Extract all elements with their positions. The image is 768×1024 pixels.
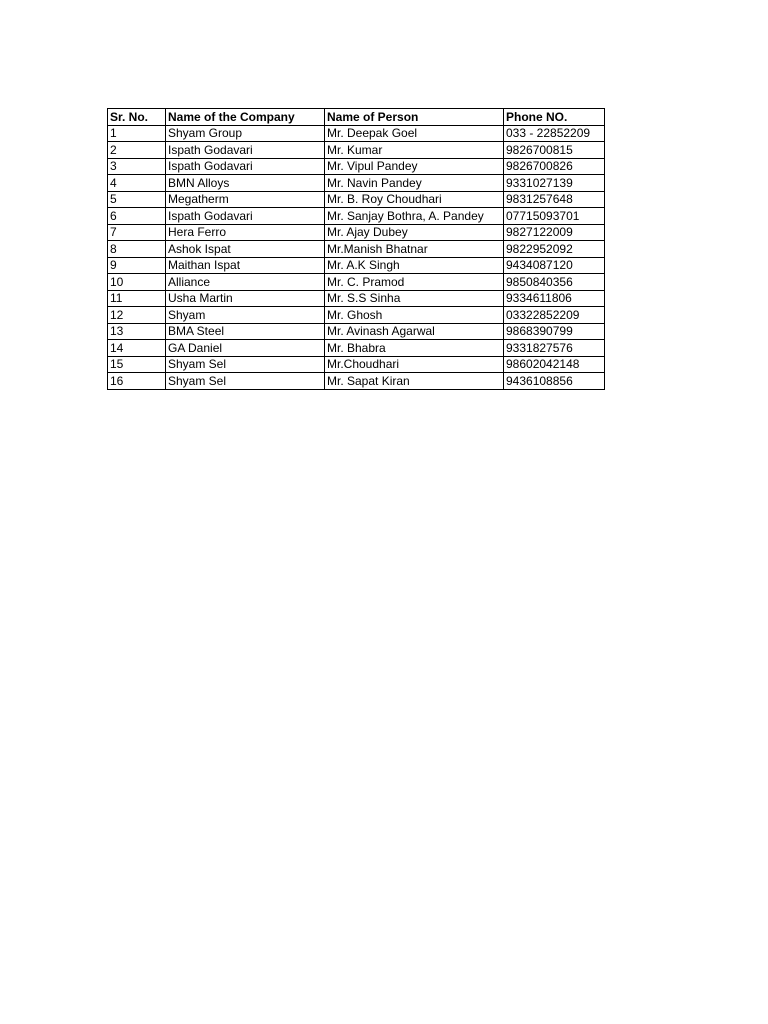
table-row (108, 125, 605, 142)
header-sr-no: Sr. No. (108, 109, 166, 126)
cell-person: Mr. Sanjay Bothra, A. Pandey (325, 208, 504, 225)
cell-person: Mr. Navin Pandey (325, 175, 504, 192)
cell-phone: 98602042148 (504, 356, 605, 373)
cell-company: Shyam Sel (166, 356, 325, 373)
cell-phone: 9850840356 (504, 274, 605, 291)
cell-company: Shyam Sel (166, 373, 325, 390)
table-row (108, 274, 605, 291)
cell-person: Mr.Choudhari (325, 356, 504, 373)
cell-person: Mr. S.S Sinha (325, 290, 504, 307)
cell-company: Shyam (166, 307, 325, 324)
cell-phone: 9827122009 (504, 224, 605, 241)
cell-sr-no: 13 (108, 323, 166, 340)
table-row (108, 323, 605, 340)
cell-sr-no: 12 (108, 307, 166, 324)
cell-company: Maithan Ispat (166, 257, 325, 274)
cell-phone: 9434087120 (504, 257, 605, 274)
contacts-table (107, 108, 605, 390)
table-body (108, 125, 605, 389)
cell-person: Mr. Ajay Dubey (325, 224, 504, 241)
cell-sr-no: 2 (108, 142, 166, 159)
cell-person: Mr.Manish Bhatnar (325, 241, 504, 258)
table-row (108, 158, 605, 175)
cell-person: Mr. B. Roy Choudhari (325, 191, 504, 208)
cell-phone: 9826700826 (504, 158, 605, 175)
table-row (108, 191, 605, 208)
cell-phone: 9826700815 (504, 142, 605, 159)
cell-sr-no: 15 (108, 356, 166, 373)
cell-sr-no: 10 (108, 274, 166, 291)
cell-company: Usha Martin (166, 290, 325, 307)
cell-phone: 033 - 22852209 (504, 125, 605, 142)
cell-sr-no: 6 (108, 208, 166, 225)
cell-phone: 03322852209 (504, 307, 605, 324)
header-company: Name of the Company (166, 109, 325, 126)
cell-sr-no: 7 (108, 224, 166, 241)
cell-person: Mr. Ghosh (325, 307, 504, 324)
table-row (108, 208, 605, 225)
cell-company: Ashok Ispat (166, 241, 325, 258)
cell-phone: 9331027139 (504, 175, 605, 192)
header-row (108, 109, 605, 126)
cell-person: Mr. C. Pramod (325, 274, 504, 291)
cell-phone: 9334611806 (504, 290, 605, 307)
table-row (108, 340, 605, 357)
cell-person: Mr. A.K Singh (325, 257, 504, 274)
cell-person: Mr. Bhabra (325, 340, 504, 357)
cell-phone: 07715093701 (504, 208, 605, 225)
cell-company: GA Daniel (166, 340, 325, 357)
cell-person: Mr. Vipul Pandey (325, 158, 504, 175)
cell-company: Ispath Godavari (166, 208, 325, 225)
header-person: Name of Person (325, 109, 504, 126)
table-row (108, 142, 605, 159)
cell-sr-no: 3 (108, 158, 166, 175)
cell-sr-no: 4 (108, 175, 166, 192)
cell-sr-no: 1 (108, 125, 166, 142)
cell-company: Ispath Godavari (166, 158, 325, 175)
cell-company: Shyam Group (166, 125, 325, 142)
table-row (108, 224, 605, 241)
cell-company: Ispath Godavari (166, 142, 325, 159)
cell-phone: 9822952092 (504, 241, 605, 258)
cell-company: BMA Steel (166, 323, 325, 340)
table-row (108, 290, 605, 307)
cell-person: Mr. Sapat Kiran (325, 373, 504, 390)
table-row (108, 241, 605, 258)
table-row (108, 356, 605, 373)
cell-sr-no: 16 (108, 373, 166, 390)
table-row (108, 307, 605, 324)
cell-company: Megatherm (166, 191, 325, 208)
cell-company: BMN Alloys (166, 175, 325, 192)
cell-company: Alliance (166, 274, 325, 291)
header-phone: Phone NO. (504, 109, 605, 126)
cell-sr-no: 14 (108, 340, 166, 357)
cell-phone: 9331827576 (504, 340, 605, 357)
cell-sr-no: 8 (108, 241, 166, 258)
cell-person: Mr. Avinash Agarwal (325, 323, 504, 340)
cell-sr-no: 9 (108, 257, 166, 274)
cell-sr-no: 11 (108, 290, 166, 307)
table-row (108, 175, 605, 192)
cell-phone: 9831257648 (504, 191, 605, 208)
cell-sr-no: 5 (108, 191, 166, 208)
cell-phone: 9436108856 (504, 373, 605, 390)
cell-person: Mr. Kumar (325, 142, 504, 159)
cell-company: Hera Ferro (166, 224, 325, 241)
cell-person: Mr. Deepak Goel (325, 125, 504, 142)
table-row (108, 257, 605, 274)
table-row (108, 373, 605, 390)
cell-phone: 9868390799 (504, 323, 605, 340)
